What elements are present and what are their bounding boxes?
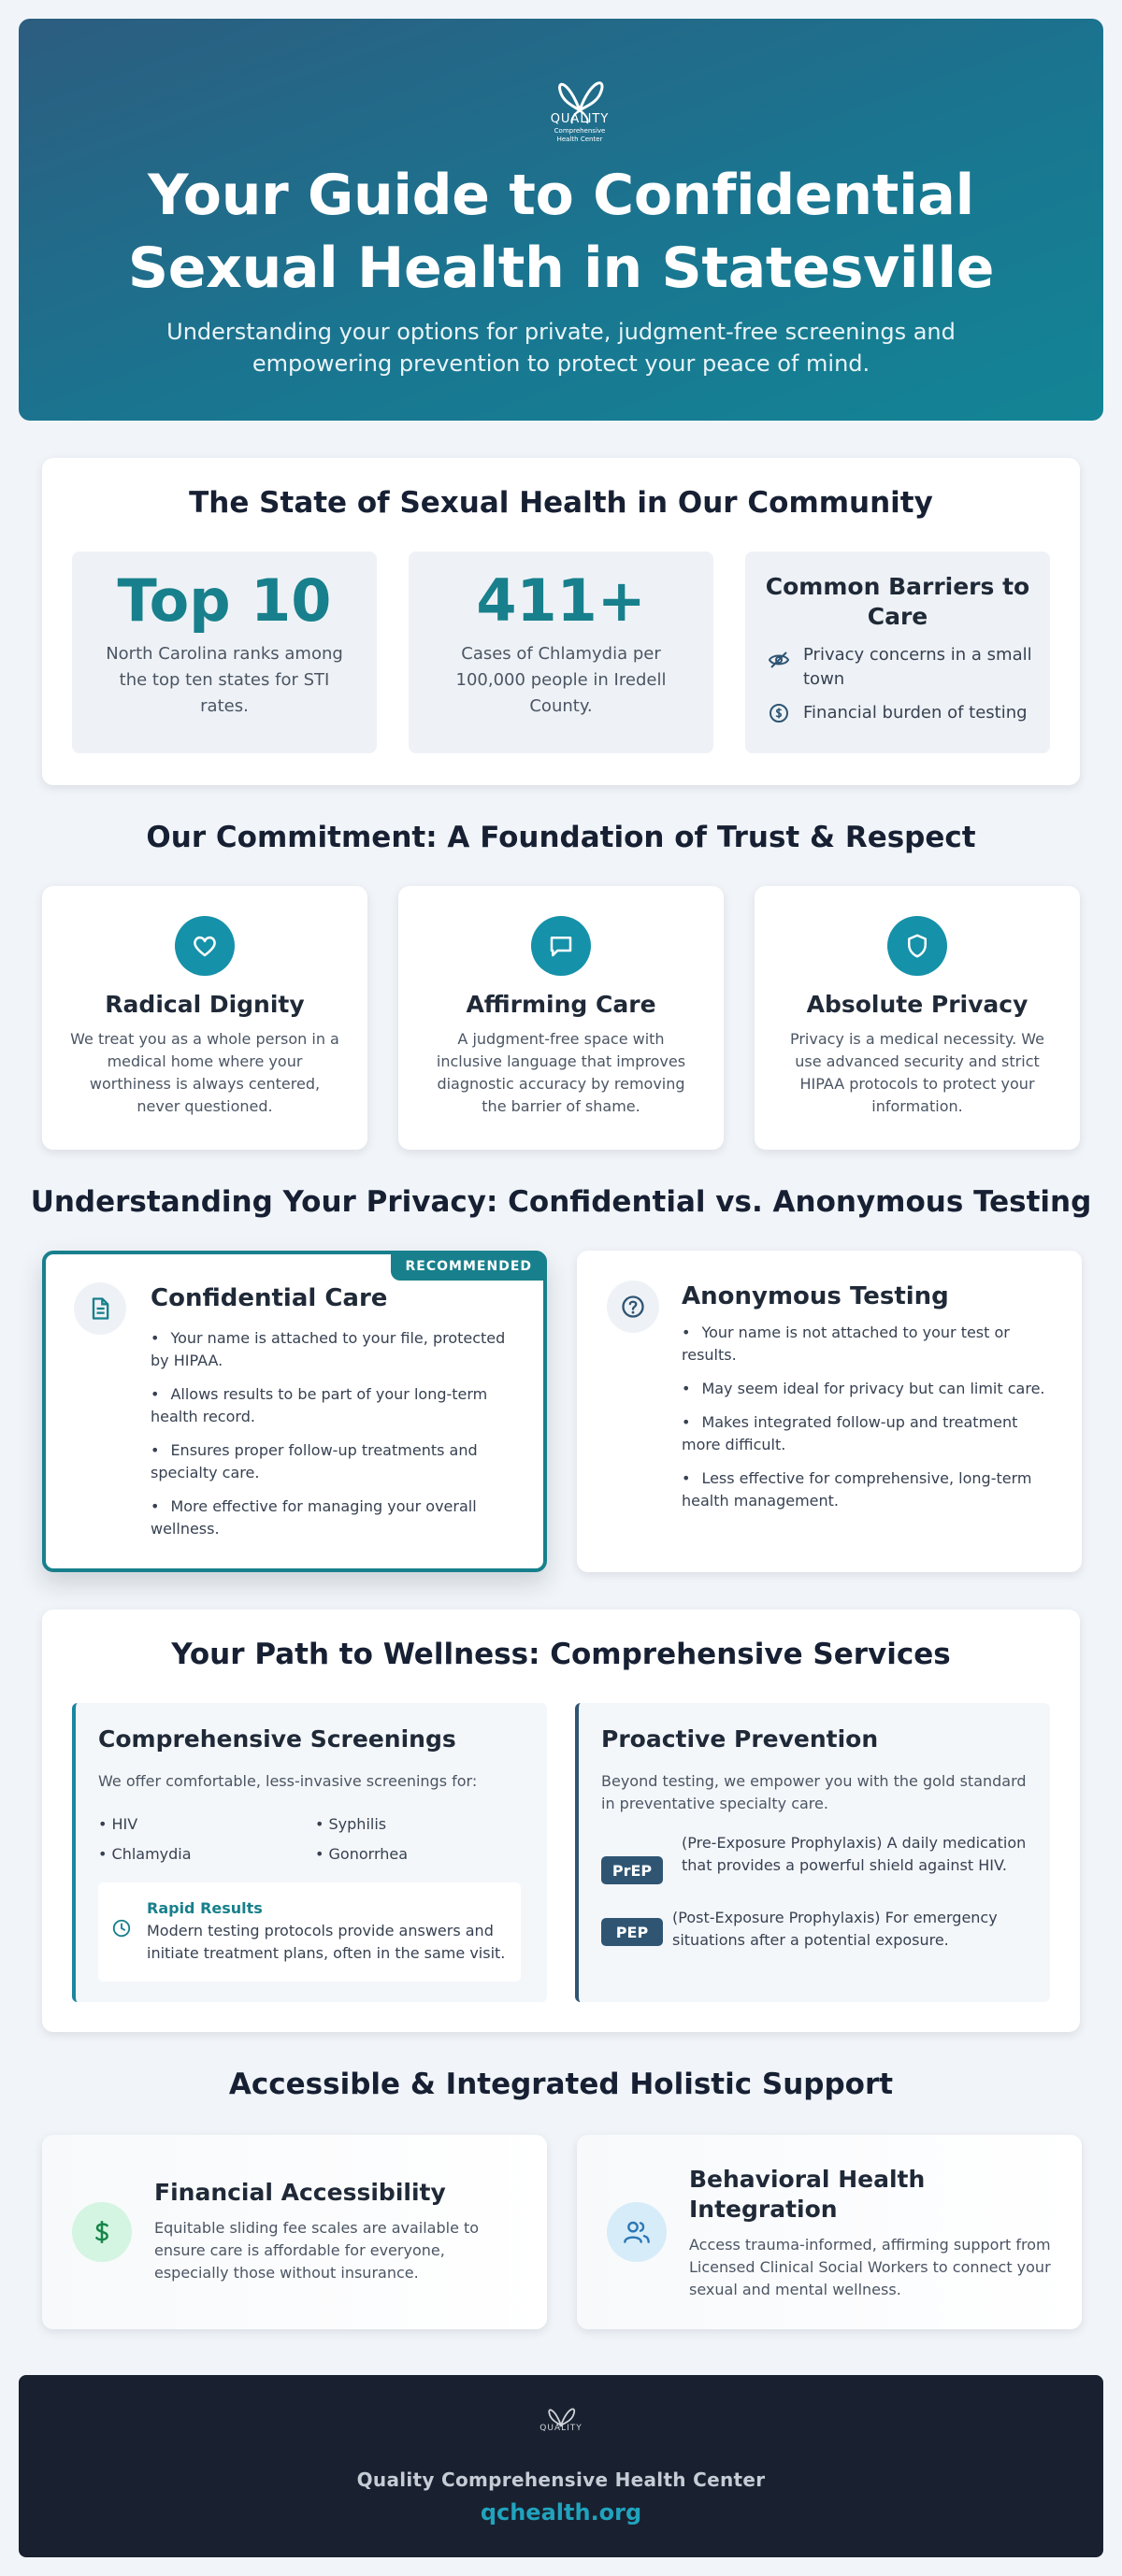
section-title: Your Path to Wellness: Comprehensive Services (171, 1638, 951, 1671)
list-item: • May seem ideal for privacy but can limit care. (682, 1378, 1050, 1400)
list-item: • Less effective for comprehensive, long-term health management. (682, 1467, 1050, 1512)
behavioral-health-card (577, 2135, 1082, 2329)
panel-title: Proactive Prevention (601, 1725, 879, 1753)
dollar-icon (88, 2218, 116, 2246)
footer (19, 2375, 1103, 2557)
list-item: • Makes integrated follow-up and treatment more difficult. (682, 1411, 1050, 1456)
barrier-text: Privacy concerns in a small town (803, 645, 1032, 689)
logo-wordmark: QUALITY (550, 112, 610, 126)
list-item: • Allows results to be part of your long-term health record. (151, 1383, 508, 1428)
financial-accessibility-card (42, 2135, 547, 2329)
stat-value: Top 10 (117, 566, 332, 635)
icon-badge (175, 916, 235, 976)
commitment-card (42, 886, 367, 1150)
card-title: Financial Accessibility (154, 2179, 446, 2206)
pep-label: PEP (601, 1918, 663, 1946)
list-item: • Your name is attached to your file, protected by HIPAA. (151, 1327, 508, 1372)
hero-subtitle: Understanding your options for private, judgment-free screenings and empowering prevention to protect your peace of mind. (166, 319, 956, 377)
section-title: Understanding Your Privacy: Confidential vs. Anonymous Testing (30, 1185, 1092, 1219)
section-title: Our Commitment: A Foundation of Trust & Respect (146, 821, 976, 854)
services-card (42, 1610, 1080, 2032)
icon-badge (887, 916, 947, 976)
barrier-item (768, 701, 1039, 725)
chat-icon (547, 932, 575, 960)
card-description: A judgment-free space with inclusive language that improves diagnostic accuracy by removing the barrier of shame. (436, 1030, 686, 1115)
card-title: Behavioral Health Integration (689, 2166, 926, 2223)
card-description: Equitable sliding fee scales are available to ensure care is affordable for everyone, especially those without insurance. (154, 2219, 480, 2282)
title-line: Your Guide to Confidential (148, 163, 974, 228)
screening-item: • HIV (98, 1815, 138, 1833)
shield-icon (903, 932, 931, 960)
stat-description: North Carolina ranks among the top ten states for STI rates. (106, 644, 343, 716)
community-stats-card (42, 458, 1080, 785)
card-title: Affirming Care (466, 991, 656, 1018)
stat-value: 411+ (476, 566, 646, 635)
clock-icon (111, 1918, 132, 1939)
list-item: • More effective for managing your overall wellness. (151, 1496, 508, 1540)
barriers-title: Common Barriers to Care (765, 573, 1030, 630)
card-title: Radical Dignity (105, 991, 305, 1018)
card-description: Privacy is a medical necessity. We use advanced security and strict HIPAA protocols to protect your information. (789, 1030, 1045, 1115)
logo-subtext: Health Center (556, 136, 603, 143)
title-line: Sexual Health in Statesville (127, 236, 995, 301)
commitment-card (398, 886, 724, 1150)
document-icon (87, 1295, 113, 1322)
barrier-item (768, 643, 1039, 692)
organization-name: Quality Comprehensive Health Center (356, 2469, 766, 2491)
icon-badge (74, 1282, 126, 1335)
recommended-badge: RECOMMENDED (391, 1251, 547, 1281)
prevention-panel (575, 1703, 1050, 2002)
screenings-panel (72, 1703, 547, 2002)
hero-banner (19, 19, 1103, 421)
screening-item: • Chlamydia (98, 1845, 192, 1863)
stat-description: Cases of Chlamydia per 100,000 people in Iredell County. (455, 644, 667, 716)
anonymous-testing-card (577, 1251, 1082, 1572)
logo-wordmark: QUALITY (539, 2424, 583, 2433)
drawback-list (682, 1322, 1050, 1524)
icon-badge (531, 916, 591, 976)
users-icon (622, 2217, 652, 2247)
prep-description: (Pre-Exposure Prophylaxis) A daily medication that provides a powerful shield against HIV. (682, 1834, 1027, 1874)
stat-box (72, 551, 377, 753)
rapid-results-callout (98, 1882, 521, 1982)
website-link[interactable]: qchealth.org (480, 2499, 642, 2526)
section-title: The State of Sexual Health in Our Community (189, 486, 933, 520)
icon-badge (72, 2202, 132, 2262)
panel-lead: Beyond testing, we empower you with the gold standard in preventative specialty care. (601, 1772, 1027, 1812)
screening-item: • Gonorrhea (315, 1845, 409, 1863)
icon-badge (607, 1281, 659, 1333)
prep-label: PrEP (601, 1856, 663, 1884)
section-title: Accessible & Integrated Holistic Support (228, 2068, 894, 2101)
brand-logo (531, 73, 628, 142)
card-title: Confidential Care (151, 1284, 388, 1312)
list-item: • Ensures proper follow-up treatments and specialty care. (151, 1439, 508, 1484)
list-item: • Your name is not attached to your test or results. (682, 1322, 1050, 1367)
screening-item: • Syphilis (315, 1815, 387, 1833)
card-description: We treat you as a whole person in a medical home where your worthiness is always centered, never questioned. (70, 1030, 339, 1115)
barrier-text: Financial burden of testing (803, 703, 1028, 723)
eye-slash-icon (768, 649, 790, 671)
callout-title: Rapid Results (147, 1899, 263, 1917)
stat-box (409, 551, 713, 753)
panel-title: Comprehensive Screenings (98, 1725, 456, 1753)
dollar-circle-icon (768, 702, 790, 724)
question-circle-icon (620, 1294, 646, 1320)
pep-description: (Post-Exposure Prophylaxis) For emergency situations after a potential exposure. (672, 1909, 998, 1949)
benefit-list (151, 1327, 508, 1552)
heart-icon (191, 932, 219, 960)
panel-lead: We offer comfortable, less-invasive screenings for: (98, 1772, 478, 1790)
footer-logo (531, 2403, 591, 2444)
card-title: Absolute Privacy (806, 991, 1028, 1018)
confidential-care-card (42, 1251, 547, 1572)
icon-badge (607, 2202, 667, 2262)
commitment-card (755, 886, 1080, 1150)
callout-description: Modern testing protocols provide answers and initiate treatment plans, often in the same visit. (147, 1922, 506, 1962)
card-title: Anonymous Testing (682, 1282, 949, 1310)
page-title (56, 159, 1066, 305)
logo-subtext: Comprehensive (554, 127, 606, 135)
card-description: Access trauma-informed, affirming support from Licensed Clinical Social Workers to connect your sexual and mental wellness. (689, 2236, 1051, 2298)
barriers-box (745, 551, 1050, 753)
